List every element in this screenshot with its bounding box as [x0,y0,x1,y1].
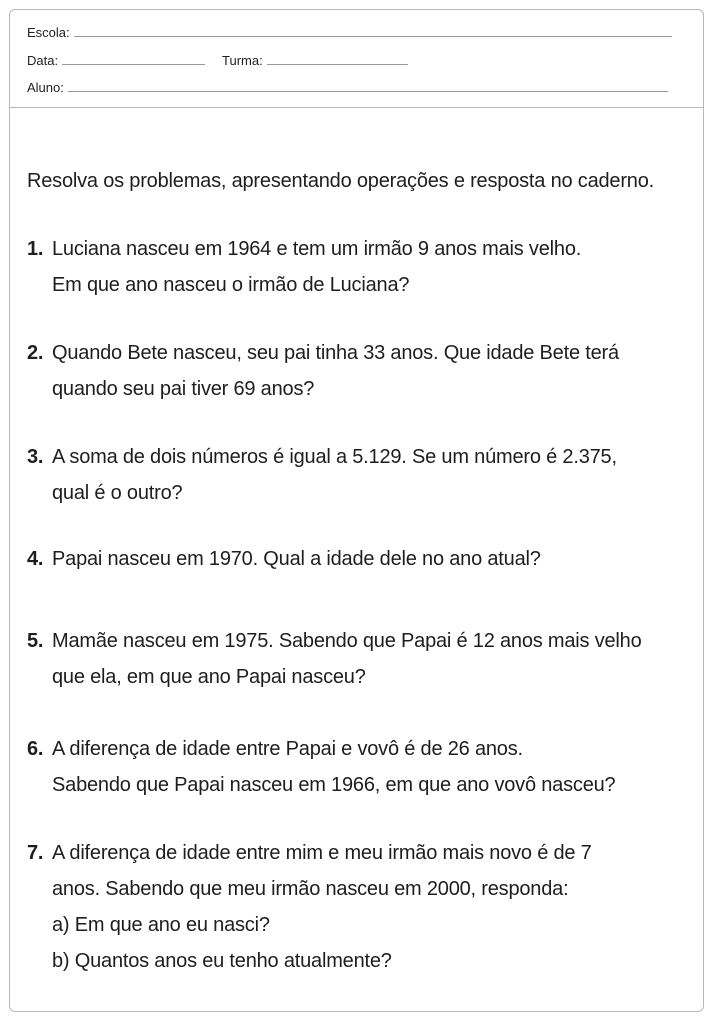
problem-7 [27,835,592,979]
problem-text: Papai nasceu em 1970. Qual a idade dele no ano atual? [52,548,541,570]
problem-text: A soma de dois números é igual a 5.129. Se um número é 2.375, [52,446,617,468]
turma-label: Turma: [222,53,263,68]
problem-2 [27,335,619,407]
problem-number: 6. [27,738,44,760]
instructions: Resolva os problemas, apresentando operações e resposta no caderno. [27,170,655,192]
problem-3 [27,439,617,511]
subquestion-b: b) Quantos anos eu tenho atualmente? [52,950,392,972]
turma-line[interactable] [267,64,408,65]
problem-4 [27,541,541,577]
problem-number: 3. [27,446,44,468]
problem-1 [27,231,581,303]
student-info-header [10,10,703,108]
problem-text: Luciana nasceu em 1964 e tem um irmão 9 anos mais velho. [52,238,582,260]
turma-field[interactable] [222,53,408,68]
problem-text: que ela, em que ano Papai nasceu? [52,666,366,688]
aluno-field[interactable] [27,80,668,95]
problem-text: qual é o outro? [52,482,183,504]
problem-number: 1. [27,238,44,260]
problem-5 [27,623,642,695]
worksheet [9,9,704,1012]
problem-number: 5. [27,630,44,652]
problem-text: A diferença de idade entre Papai e vovô é de 26 anos. [52,738,523,760]
escola-field[interactable] [27,25,672,40]
problem-text: A diferença de idade entre mim e meu irmão mais novo é de 7 [52,842,592,864]
escola-line[interactable] [74,36,672,37]
subquestion-a: a) Em que ano eu nasci? [52,914,270,936]
problem-text: Em que ano nasceu o irmão de Luciana? [52,274,410,296]
problem-number: 7. [27,842,44,864]
problem-text: anos. Sabendo que meu irmão nasceu em 2000, responda: [52,878,569,900]
escola-label: Escola: [27,25,70,40]
problem-text: Mamãe nasceu em 1975. Sabendo que Papai é 12 anos mais velho [52,630,642,652]
problem-text: quando seu pai tiver 69 anos? [52,378,315,400]
problem-text: Quando Bete nasceu, seu pai tinha 33 anos. Que idade Bete terá [52,342,619,364]
data-field[interactable] [27,53,205,68]
aluno-line[interactable] [68,91,668,92]
data-line[interactable] [62,64,205,65]
aluno-label: Aluno: [27,80,64,95]
problem-6 [27,731,615,803]
problem-text: Sabendo que Papai nasceu em 1966, em que ano vovô nasceu? [52,774,616,796]
data-label: Data: [27,53,59,68]
problem-number: 2. [27,342,44,364]
problem-number: 4. [27,548,44,570]
